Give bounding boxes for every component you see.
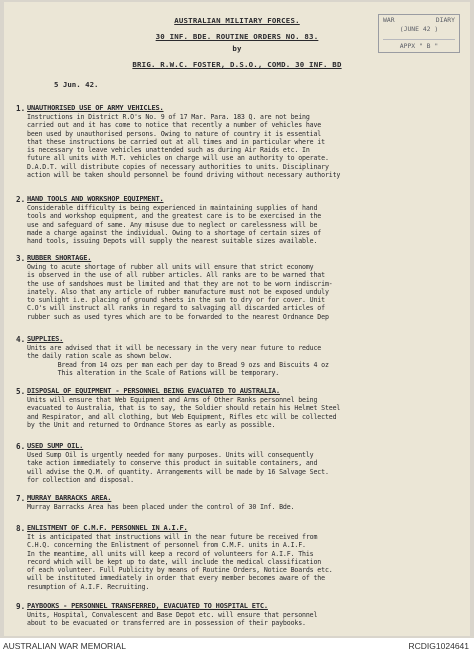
section-text: Owing to acute shortage of rubber all units will ensure that strict economy is observed in the use of all rubber articles. All ranks are to be warned that the use of sandshoes must be limited and that they are not to be worn indiscrim- inately. Also that any article of rubber manufacture must not be exposed unduly to sunlight i.e. placing of ground sheets in the sun to dry or for cover. Unit C.O's will instruct all ranks in regard to salvaging all discarded articles of rubber such as used tyres which are to be forwarded to the nearest Ordnance Dep: [27, 263, 333, 321]
stamp-diary: DIARY: [435, 16, 455, 24]
section-title: HAND TOOLS AND WORKSHOP EQUIPMENT.: [27, 195, 164, 203]
header-commander: BRIG. R.W.C. FOSTER, D.S.O., COMD. 30 INF. BD: [132, 60, 342, 69]
archive-reference: RCDIG1024641: [408, 641, 469, 651]
section-title: ENLISTMENT OF C.M.F. PERSONNEL IN A.I.F.: [27, 524, 188, 532]
section-number: 5.: [16, 387, 26, 396]
archive-footer: [0, 638, 474, 654]
section-title: MURRAY BARRACKS AREA.: [27, 494, 112, 502]
section-title: USED SUMP OIL.: [27, 442, 84, 450]
section-8: [16, 524, 464, 594]
section-text: Instructions in District R.O's No. 9 of 17 Mar. Para. 183 Q. are not being carried out and it has come to notice that recently a number of vehicles have been used by unauthorised persons. Owing to nature of country it is essential that these instructions be carried out at all times and in particular where it is necessary to leave vehicles unattended such as during Air Raids etc. In future all units with M.T. vehicles on charge will use an authority to operate. D.A.D.T. will distribute copies of necessary authorities to units. Disciplinary action will be taken should personnel be found driving without necessary authority: [27, 113, 341, 180]
section-number: 9.: [16, 602, 26, 611]
section-text: Units, Hospital, Convalescent and Base Depot etc. will ensure that personnel about to be evacuated or transferred are in possession of their paybooks.: [27, 611, 318, 628]
section-number: 8.: [16, 524, 26, 533]
war-diary-stamp: [378, 14, 460, 53]
section-text: Used Sump Oil is urgently needed for many purposes. Units will consequently take action immediately to conserve this product in suitable containers, and will advise the Q.M. of quantity. Arrangements will be made by 16 Salvage Sect. for collection and disposal.: [27, 451, 329, 484]
section-text: Units will ensure that Web Equipment and Arms of Other Ranks personnel being evacuated to Australia, that is to say, the Soldier should retain his Helmet Steel and Respirator, and all clothing, but Web Equipment, Rifles etc will be collected by the Unit and returned to Ordnance Stores as early as possible.: [27, 396, 341, 429]
header-title: AUSTRALIAN MILITARY FORCES.: [174, 16, 300, 25]
header-orders: 30 INF. BDE. ROUTINE ORDERS NO. 83.: [155, 32, 319, 41]
section-title: PAYBOOKS - PERSONNEL TRANSFERRED, EVACUATED TO HOSPITAL ETC.: [27, 602, 268, 610]
stamp-appendix: APPX " B ": [383, 39, 455, 51]
archive-name: AUSTRALIAN WAR MEMORIAL: [3, 641, 126, 651]
section-title: SUPPLIES.: [27, 335, 64, 343]
section-4: [16, 335, 464, 383]
section-number: 2.: [16, 195, 26, 204]
section-7: [16, 494, 464, 518]
section-9: [16, 602, 464, 632]
section-number: 7.: [16, 494, 26, 503]
section-text: It is anticipated that instructions will in the near future be received from C.H.Q. concerning the Enlistment of personnel from C.M.F. units in A.I.F. In the meantime, all units will keep a record of volunteers for A.I.F. This record which will be kept up to date, will include the medical classification of each volunteer. Full Publicity by means of Routine Orders, Notice Boards etc. will be instituted immediately in order that every member becomes aware of the resumption of A.I.F. Recruiting.: [27, 533, 333, 591]
section-5: [16, 387, 464, 435]
section-6: [16, 442, 464, 488]
document-page: [4, 2, 470, 636]
section-3: [16, 254, 464, 332]
section-number: 3.: [16, 254, 26, 263]
header-by: by: [232, 44, 242, 53]
section-text: Considerable difficulty is being experienced in maintaining supplies of hand tools and workshop equipment, and the greatest care is to be exercised in the use and safeguard of same. Any misuse due to neglect or carelessness will be made a charge against the individual. Owing to a shortage of certain sizes of hand tools, issuing Depots will supply the nearest suitable sizes available.: [27, 204, 322, 246]
section-text: Murray Barracks Area has been placed under the control of 30 Inf. Bde.: [27, 503, 295, 511]
section-number: 1.: [16, 104, 26, 113]
section-title: RUBBER SHORTAGE.: [27, 254, 92, 262]
section-2: [16, 195, 464, 250]
section-text: Units are advised that it will be necessary in the very near future to reduce the daily ration scale as shown below. Bread from 14 ozs per man each per day to Bread 9 ozs and Biscuits 4 oz This alteration in the Scale of Rations will be temporary.: [27, 344, 329, 377]
section-1: [16, 104, 464, 192]
stamp-war: WAR: [383, 16, 395, 24]
section-number: 4.: [16, 335, 26, 344]
stamp-month: (JUNE 42 ): [399, 25, 439, 33]
section-title: DISPOSAL OF EQUIPMENT - PERSONNEL BEING EVACUATED TO AUSTRALIA.: [27, 387, 280, 395]
section-number: 6.: [16, 442, 26, 451]
order-date: 5 Jun. 42.: [54, 80, 99, 89]
section-title: UNAUTHORISED USE OF ARMY VEHICLES.: [27, 104, 164, 112]
